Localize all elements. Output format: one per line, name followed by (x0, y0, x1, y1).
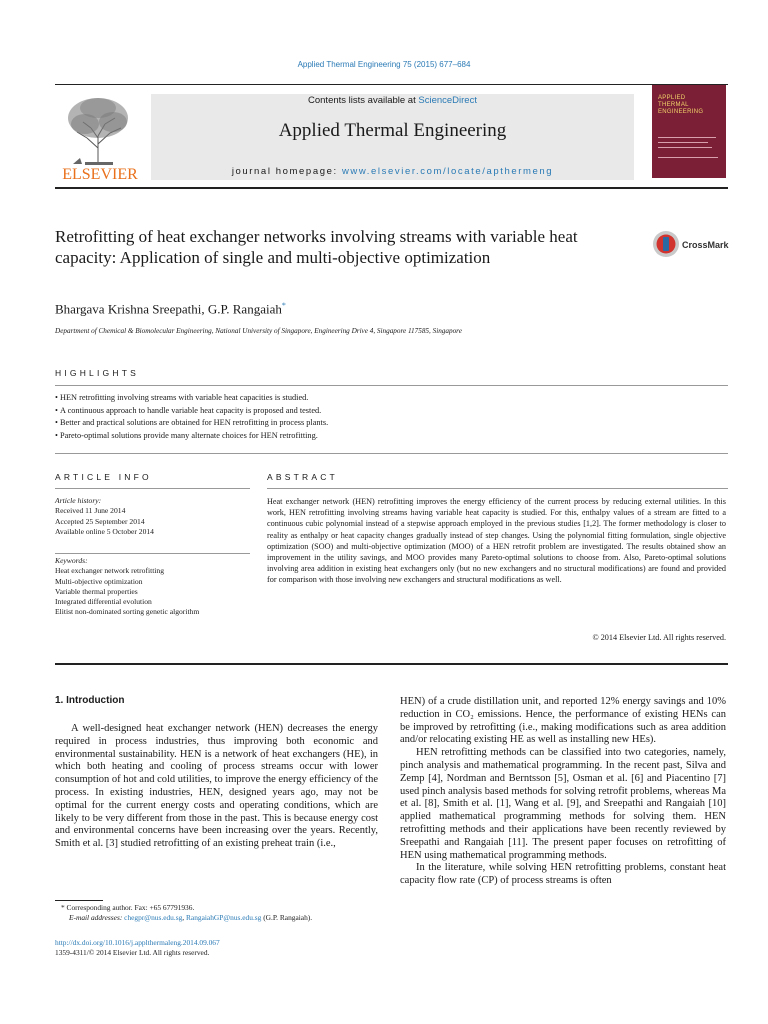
body-left-column (55, 723, 378, 851)
article-title: Retrofitting of heat exchanger networks involving streams with variable heat capacity: Application of single and multi-objective optimization (55, 227, 578, 267)
homepage-prefix: journal homepage: (231, 166, 342, 177)
doi-link[interactable]: http://dx.doi.org/10.1016/j.applthermaleng.2014.09.067 (55, 938, 220, 947)
article-history (55, 496, 255, 537)
journal-cover-image (652, 85, 726, 178)
keywords-rule (55, 553, 250, 554)
crossmark-icon (652, 228, 732, 260)
keyword-item: Variable thermal properties (55, 586, 138, 596)
corresponding-author-note: * Corresponding author. Fax: +65 67791936. (61, 903, 195, 912)
journal-homepage-link[interactable]: www.elsevier.com/locate/apthermeng (341, 166, 554, 177)
cover-decoration (658, 137, 716, 138)
abstract-copyright: © 2014 Elsevier Ltd. All rights reserved. (592, 633, 726, 642)
body-paragraph: HEN) of a crude distillation unit, and reported 12% energy savings and 10% reduction in CO₂ emissions. Hence, the performance of existing HENs can be improved by retrofitting (i.e., making modifications such as area addition and/or relocating existing HE as well as installing new HEs). (400, 696, 726, 746)
journal-homepage-line (151, 166, 634, 177)
cover-title-line: APPLIED (658, 95, 686, 101)
cover-title-line: ENGINEERING (658, 109, 704, 115)
highlight-item: • Better and practical solutions are obtained for HEN retrofitting in process plants. (55, 417, 728, 430)
crossmark-badge[interactable] (652, 228, 732, 260)
journal-citation-link[interactable]: Applied Thermal Engineering 75 (2015) 677–684 (297, 60, 471, 69)
email-link[interactable]: RangaiahGP@nus.edu.sg (186, 913, 262, 922)
abstract-text: Heat exchanger network (HEN) retrofitting improves the energy efficiency of the current process by reducing external utilities. In this work, HEN retrofitting involving streams having variable heat capacity is studied. For this, enthalpy values of a stream are fitted to a continuous cubic polynomial instead of a stepwise approach employed in the previous studies [1,2]. The former methodology is closer to reality as enthalpy or heat capacity changes gradually instead of step changes. Using the polynomial fitting formulation, single objective optimization (SOO) and multi-objective optimization (MOO) of a HEN retrofit problem are investigated. The results obtained show an improvement in the utility savings, and MOO provides many Pareto-optimal solutions to choose from. Also, Pareto-optimal solutions involving area addition in existing heat exchangers only (but no new exchangers and no structural modifications) are found and provided for comparison with those involving new exchangers and structural modifications as well. (267, 497, 726, 585)
history-item: Received 11 June 2014 (55, 506, 126, 516)
article-history-label: Article history: (55, 496, 102, 505)
header-bottom-rule (55, 187, 728, 189)
abstract-heading: ABSTRACT (267, 472, 338, 482)
author-list (55, 301, 286, 317)
body-right-column (400, 696, 726, 888)
body-paragraph: HEN retrofitting methods can be classified into two categories, namely, pinch analysis and mathematical programming. In the recent past, Silva and Zemp [4], Nordman and Berntsson [5], Osman et al. [6] and Piacentino [7] used pinch analysis based methods for solving retrofit problems, whereas Ma et al. [8], Smith et al. [1], Wang et al. [9], and Sreepathi and Rangaiah [10] applied mathematical programming methods for solving them. HEN retrofitting methods and their applications have been recently reviewed by Sreepathi and Rangaiah [11]. The present paper focuses on retrofitting of HEN using mathematical programming methods. (400, 747, 726, 861)
abstract-rule (267, 488, 728, 489)
keyword-item: Integrated differential evolution (55, 597, 152, 607)
body-paragraph: In the literature, while solving HEN retrofitting problems, constant heat capacity flow rate (CP) of process streams is often (400, 862, 726, 887)
front-matter-bottom-rule (55, 663, 728, 665)
elsevier-logo (55, 88, 145, 182)
cover-decoration (658, 147, 712, 148)
history-item: Available online 5 October 2014 (55, 526, 154, 536)
crossmark-label: CrossMark (682, 240, 729, 250)
author-names: Bhargava Krishna Sreepathi, G.P. Rangaiah (55, 301, 282, 317)
highlights-heading: HIGHLIGHTS (55, 368, 139, 378)
highlights-top-rule (55, 385, 728, 386)
keywords-label: Keywords: (55, 556, 88, 565)
highlight-item: • A continuous approach to handle variable heat capacity is proposed and tested. (55, 405, 728, 418)
history-item: Accepted 25 September 2014 (55, 516, 145, 526)
section-heading-introduction: 1. Introduction (55, 695, 125, 706)
cover-title (658, 95, 703, 116)
keyword-item: Heat exchanger network retrofitting (55, 566, 165, 576)
doi-block (55, 938, 385, 958)
issn-line: 1359-4311/© 2014 Elsevier Ltd. All rights reserved. (55, 948, 210, 957)
contents-line (151, 95, 634, 106)
highlight-item: • HEN retrofitting involving streams with variable heat capacities is studied. (55, 392, 728, 405)
highlight-item: • Pareto-optimal solutions provide many alternate choices for HEN retrofitting. (55, 430, 728, 443)
cover-decoration (658, 157, 718, 158)
cover-title-line: THERMAL (658, 102, 689, 108)
sciencedirect-link[interactable]: ScienceDirect (418, 95, 477, 106)
body-paragraph: A well-designed heat exchanger network (HEN) decreases the energy required in process industries, thus improving both economic and environmental sustainability. HEN is a network of heat exchangers (HE), in which both heating and cooling of process streams occur with lower consumption of hot and cold utilities, to improve the energy efficiency of the process. In existing industries, HEN, designed years ago, may not be optimal for the current energy costs and operating conditions, which are likely to be very different from those in the past. This is because energy cost and environmental concerns have been increasing over the years. Recently, Smith et al. [3] studied retrofitting of an existing preheat train (i.e., (55, 723, 378, 850)
author-affiliation: Department of Chemical & Biomolecular Engineering, National University of Singapore, Engineering Drive 4, Singapore 117585, Singapore (55, 327, 462, 335)
highlights-list (55, 392, 728, 443)
email-suffix: (G.P. Rangaiah). (261, 913, 313, 922)
journal-title: Applied Thermal Engineering (278, 120, 507, 141)
email-link[interactable]: chegpr@nus.edu.sg (124, 913, 183, 922)
header-top-rule (55, 84, 728, 85)
footnotes (55, 903, 385, 923)
email-separator: , (182, 913, 186, 922)
keywords-block (55, 556, 255, 618)
corresponding-author-mark[interactable]: * (281, 301, 286, 310)
email-line (55, 913, 385, 923)
footnote-rule (55, 900, 103, 901)
cover-decoration (658, 142, 708, 143)
keyword-item: Multi-objective optimization (55, 576, 143, 586)
email-label: E-mail addresses: (69, 913, 123, 922)
article-info-rule (55, 488, 250, 489)
highlights-bottom-rule (55, 453, 728, 454)
elsevier-wordmark: ELSEVIER (62, 166, 138, 182)
article-info-heading: ARTICLE INFO (55, 472, 152, 482)
keyword-item: Elitist non-dominated sorting genetic algorithm (55, 607, 200, 617)
elsevier-tree-icon (55, 88, 145, 182)
contents-prefix: Contents lists available at (308, 95, 419, 106)
